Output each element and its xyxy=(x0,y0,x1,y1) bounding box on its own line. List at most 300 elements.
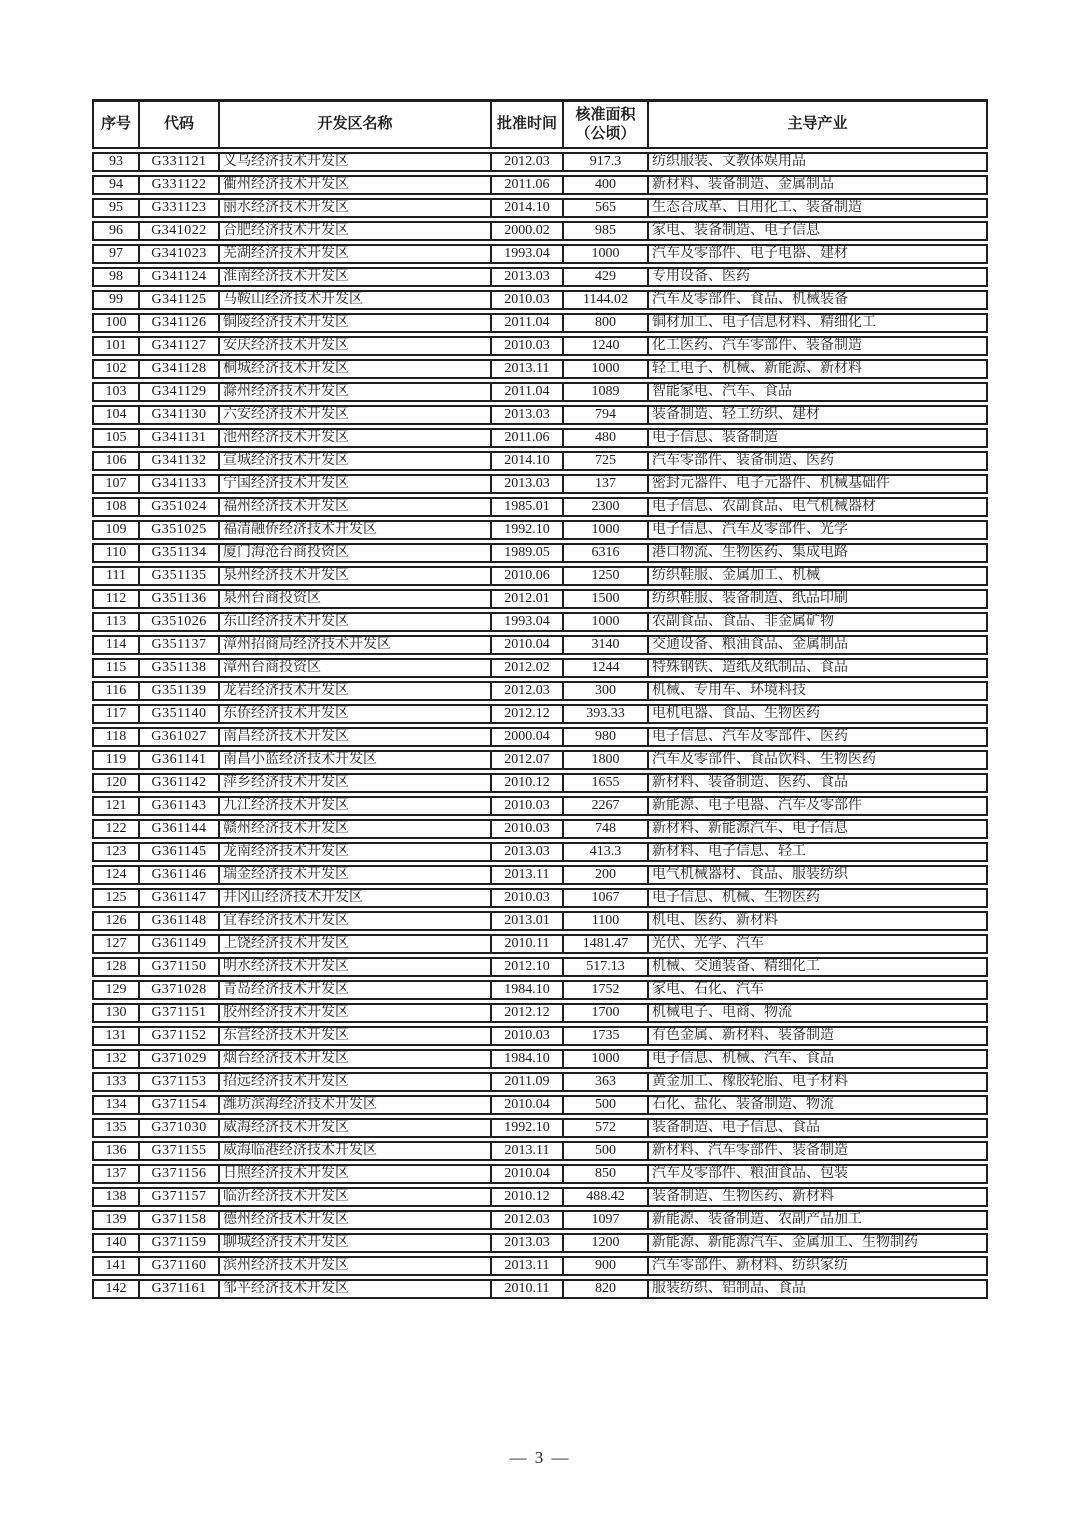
cell-industries: 装备制造、电子信息、食品 xyxy=(649,1118,988,1138)
cell-area: 980 xyxy=(564,727,649,747)
cell-date: 2010.03 xyxy=(492,888,564,908)
cell-index: 121 xyxy=(92,796,140,816)
header-name: 开发区名称 xyxy=(220,99,492,149)
page-number: — 3 — xyxy=(509,1448,571,1467)
cell-industries: 机械、专用车、环境科技 xyxy=(649,681,988,701)
cell-name: 日照经济技术开发区 xyxy=(220,1164,492,1184)
cell-index: 139 xyxy=(92,1210,140,1230)
cell-area: 725 xyxy=(564,451,649,471)
cell-name: 聊城经济技术开发区 xyxy=(220,1233,492,1253)
cell-index: 128 xyxy=(92,957,140,977)
cell-index: 105 xyxy=(92,428,140,448)
cell-date: 2011.06 xyxy=(492,428,564,448)
table-row xyxy=(92,520,988,540)
cell-index: 131 xyxy=(92,1026,140,1046)
cell-date: 2012.03 xyxy=(492,681,564,701)
cell-index: 100 xyxy=(92,313,140,333)
cell-industries: 智能家电、汽车、食品 xyxy=(649,382,988,402)
table-row xyxy=(92,1049,988,1069)
cell-index: 120 xyxy=(92,773,140,793)
cell-industries: 家电、石化、汽车 xyxy=(649,980,988,1000)
cell-index: 141 xyxy=(92,1256,140,1276)
cell-code: G341128 xyxy=(140,359,220,379)
cell-code: G341129 xyxy=(140,382,220,402)
header-approval-date: 批准时间 xyxy=(492,99,564,149)
cell-index: 95 xyxy=(92,198,140,218)
cell-date: 1984.10 xyxy=(492,980,564,1000)
cell-date: 2012.12 xyxy=(492,1003,564,1023)
cell-area: 1500 xyxy=(564,589,649,609)
cell-index: 127 xyxy=(92,934,140,954)
cell-name: 马鞍山经济技术开发区 xyxy=(220,290,492,310)
cell-area: 1752 xyxy=(564,980,649,1000)
cell-name: 六安经济技术开发区 xyxy=(220,405,492,425)
cell-code: G341022 xyxy=(140,221,220,241)
table-row xyxy=(92,198,988,218)
cell-area: 2300 xyxy=(564,497,649,517)
cell-index: 99 xyxy=(92,290,140,310)
cell-name: 滨州经济技术开发区 xyxy=(220,1256,492,1276)
cell-industries: 化工医药、汽车零部件、装备制造 xyxy=(649,336,988,356)
cell-area: 517.13 xyxy=(564,957,649,977)
cell-index: 138 xyxy=(92,1187,140,1207)
table-row xyxy=(92,842,988,862)
cell-code: G371150 xyxy=(140,957,220,977)
table-row xyxy=(92,405,988,425)
cell-code: G371154 xyxy=(140,1095,220,1115)
cell-index: 116 xyxy=(92,681,140,701)
cell-index: 134 xyxy=(92,1095,140,1115)
cell-index: 119 xyxy=(92,750,140,770)
cell-code: G341133 xyxy=(140,474,220,494)
cell-index: 108 xyxy=(92,497,140,517)
cell-name: 东侨经济技术开发区 xyxy=(220,704,492,724)
cell-area: 572 xyxy=(564,1118,649,1138)
cell-area: 1089 xyxy=(564,382,649,402)
cell-code: G371030 xyxy=(140,1118,220,1138)
cell-name: 井冈山经济技术开发区 xyxy=(220,888,492,908)
cell-name: 宣城经济技术开发区 xyxy=(220,451,492,471)
cell-index: 112 xyxy=(92,589,140,609)
cell-date: 2010.04 xyxy=(492,1164,564,1184)
cell-industries: 机械电子、电商、物流 xyxy=(649,1003,988,1023)
cell-industries: 新能源、电子电器、汽车及零部件 xyxy=(649,796,988,816)
cell-area: 748 xyxy=(564,819,649,839)
cell-name: 南昌经济技术开发区 xyxy=(220,727,492,747)
cell-industries: 机械、交通装备、精细化工 xyxy=(649,957,988,977)
cell-date: 2010.04 xyxy=(492,1095,564,1115)
table-row xyxy=(92,980,988,1000)
cell-index: 126 xyxy=(92,911,140,931)
cell-area: 900 xyxy=(564,1256,649,1276)
cell-area: 200 xyxy=(564,865,649,885)
cell-code: G351137 xyxy=(140,635,220,655)
cell-date: 2010.04 xyxy=(492,635,564,655)
cell-date: 2012.02 xyxy=(492,658,564,678)
header-row xyxy=(92,99,988,149)
table-row xyxy=(92,796,988,816)
cell-industries: 新能源、装备制造、农副产品加工 xyxy=(649,1210,988,1230)
cell-code: G341131 xyxy=(140,428,220,448)
cell-code: G371159 xyxy=(140,1233,220,1253)
cell-index: 125 xyxy=(92,888,140,908)
table-row xyxy=(92,773,988,793)
cell-code: G361141 xyxy=(140,750,220,770)
cell-index: 137 xyxy=(92,1164,140,1184)
cell-area: 820 xyxy=(564,1279,649,1299)
cell-date: 2000.02 xyxy=(492,221,564,241)
cell-industries: 汽车零部件、新材料、纺织家纺 xyxy=(649,1256,988,1276)
cell-area: 363 xyxy=(564,1072,649,1092)
cell-name: 上饶经济技术开发区 xyxy=(220,934,492,954)
cell-code: G331123 xyxy=(140,198,220,218)
cell-code: G351138 xyxy=(140,658,220,678)
table-row xyxy=(92,152,988,172)
cell-code: G371156 xyxy=(140,1164,220,1184)
header-index: 序号 xyxy=(92,99,140,149)
cell-code: G341130 xyxy=(140,405,220,425)
cell-area: 1655 xyxy=(564,773,649,793)
cell-name: 威海经济技术开发区 xyxy=(220,1118,492,1138)
cell-index: 114 xyxy=(92,635,140,655)
cell-index: 110 xyxy=(92,543,140,563)
table-row xyxy=(92,497,988,517)
cell-index: 140 xyxy=(92,1233,140,1253)
cell-area: 1144.02 xyxy=(564,290,649,310)
cell-industries: 装备制造、生物医药、新材料 xyxy=(649,1187,988,1207)
cell-name: 青岛经济技术开发区 xyxy=(220,980,492,1000)
cell-industries: 服装纺织、铝制品、食品 xyxy=(649,1279,988,1299)
cell-code: G361146 xyxy=(140,865,220,885)
table-row xyxy=(92,612,988,632)
cell-area: 1240 xyxy=(564,336,649,356)
cell-industries: 有色金属、新材料、装备制造 xyxy=(649,1026,988,1046)
cell-date: 2013.03 xyxy=(492,842,564,862)
cell-code: G341132 xyxy=(140,451,220,471)
cell-industries: 电子信息、装备制造 xyxy=(649,428,988,448)
cell-name: 漳州招商局经济技术开发区 xyxy=(220,635,492,655)
cell-code: G351139 xyxy=(140,681,220,701)
cell-industries: 农副食品、食品、非金属矿物 xyxy=(649,612,988,632)
table-row xyxy=(92,244,988,264)
cell-name: 丽水经济技术开发区 xyxy=(220,198,492,218)
cell-code: G371160 xyxy=(140,1256,220,1276)
cell-industries: 汽车零部件、装备制造、医药 xyxy=(649,451,988,471)
cell-index: 103 xyxy=(92,382,140,402)
cell-name: 安庆经济技术开发区 xyxy=(220,336,492,356)
cell-area: 917.3 xyxy=(564,152,649,172)
cell-area: 137 xyxy=(564,474,649,494)
cell-date: 2012.07 xyxy=(492,750,564,770)
header-industries: 主导产业 xyxy=(649,99,988,149)
table-row xyxy=(92,382,988,402)
cell-name: 德州经济技术开发区 xyxy=(220,1210,492,1230)
cell-index: 118 xyxy=(92,727,140,747)
cell-industries: 机电、医药、新材料 xyxy=(649,911,988,931)
cell-industries: 电子信息、汽车及零部件、光学 xyxy=(649,520,988,540)
cell-area: 500 xyxy=(564,1095,649,1115)
cell-area: 300 xyxy=(564,681,649,701)
cell-name: 淮南经济技术开发区 xyxy=(220,267,492,287)
cell-code: G341125 xyxy=(140,290,220,310)
table-row xyxy=(92,911,988,931)
cell-date: 2010.03 xyxy=(492,290,564,310)
cell-date: 1993.04 xyxy=(492,612,564,632)
cell-index: 124 xyxy=(92,865,140,885)
table-row xyxy=(92,175,988,195)
cell-name: 南昌小蓝经济技术开发区 xyxy=(220,750,492,770)
cell-industries: 交通设备、粮油食品、金属制品 xyxy=(649,635,988,655)
cell-date: 2012.03 xyxy=(492,152,564,172)
table-row xyxy=(92,451,988,471)
cell-index: 106 xyxy=(92,451,140,471)
cell-industries: 电子信息、汽车及零部件、医药 xyxy=(649,727,988,747)
table-row xyxy=(92,290,988,310)
cell-index: 133 xyxy=(92,1072,140,1092)
cell-name: 宜春经济技术开发区 xyxy=(220,911,492,931)
cell-date: 2013.11 xyxy=(492,865,564,885)
cell-date: 2011.09 xyxy=(492,1072,564,1092)
cell-industries: 新材料、新能源汽车、电子信息 xyxy=(649,819,988,839)
cell-index: 130 xyxy=(92,1003,140,1023)
cell-date: 2011.04 xyxy=(492,382,564,402)
cell-index: 117 xyxy=(92,704,140,724)
cell-index: 94 xyxy=(92,175,140,195)
cell-industries: 电子信息、机械、生物医药 xyxy=(649,888,988,908)
cell-area: 1067 xyxy=(564,888,649,908)
cell-date: 2010.03 xyxy=(492,336,564,356)
cell-index: 136 xyxy=(92,1141,140,1161)
cell-industries: 新能源、新能源汽车、金属加工、生物制药 xyxy=(649,1233,988,1253)
cell-name: 东山经济技术开发区 xyxy=(220,612,492,632)
table-row xyxy=(92,543,988,563)
cell-area: 1100 xyxy=(564,911,649,931)
table-row xyxy=(92,1233,988,1253)
cell-name: 临沂经济技术开发区 xyxy=(220,1187,492,1207)
cell-industries: 纺织鞋服、金属加工、机械 xyxy=(649,566,988,586)
cell-industries: 汽车及零部件、食品、机械装备 xyxy=(649,290,988,310)
cell-industries: 新材料、电子信息、轻工 xyxy=(649,842,988,862)
cell-date: 1993.04 xyxy=(492,244,564,264)
table-row xyxy=(92,1003,988,1023)
cell-area: 400 xyxy=(564,175,649,195)
table-row xyxy=(92,934,988,954)
cell-name: 龙南经济技术开发区 xyxy=(220,842,492,862)
cell-index: 104 xyxy=(92,405,140,425)
cell-name: 宁国经济技术开发区 xyxy=(220,474,492,494)
cell-index: 123 xyxy=(92,842,140,862)
development-zones-table xyxy=(92,96,988,1302)
cell-index: 93 xyxy=(92,152,140,172)
cell-index: 109 xyxy=(92,520,140,540)
cell-code: G371155 xyxy=(140,1141,220,1161)
table-row xyxy=(92,267,988,287)
cell-name: 滁州经济技术开发区 xyxy=(220,382,492,402)
cell-area: 480 xyxy=(564,428,649,448)
cell-index: 98 xyxy=(92,267,140,287)
cell-date: 2013.03 xyxy=(492,474,564,494)
cell-code: G331122 xyxy=(140,175,220,195)
cell-area: 488.42 xyxy=(564,1187,649,1207)
cell-code: G341023 xyxy=(140,244,220,264)
table-row xyxy=(92,474,988,494)
table-row xyxy=(92,1256,988,1276)
table-row xyxy=(92,336,988,356)
cell-area: 1250 xyxy=(564,566,649,586)
cell-date: 2011.06 xyxy=(492,175,564,195)
cell-index: 96 xyxy=(92,221,140,241)
cell-name: 瑞金经济技术开发区 xyxy=(220,865,492,885)
cell-industries: 电子信息、农副食品、电气机械器材 xyxy=(649,497,988,517)
cell-area: 1000 xyxy=(564,359,649,379)
cell-area: 1735 xyxy=(564,1026,649,1046)
cell-area: 1800 xyxy=(564,750,649,770)
cell-area: 1097 xyxy=(564,1210,649,1230)
cell-code: G341124 xyxy=(140,267,220,287)
cell-area: 1000 xyxy=(564,612,649,632)
cell-date: 1992.10 xyxy=(492,520,564,540)
header-code: 代码 xyxy=(140,99,220,149)
cell-date: 2013.11 xyxy=(492,359,564,379)
cell-name: 招远经济技术开发区 xyxy=(220,1072,492,1092)
header-area-line1: 核准面积 xyxy=(575,105,636,123)
table-row xyxy=(92,1210,988,1230)
cell-date: 2012.10 xyxy=(492,957,564,977)
table-row xyxy=(92,1279,988,1299)
cell-code: G361142 xyxy=(140,773,220,793)
cell-index: 97 xyxy=(92,244,140,264)
header-area-line2: （公顷） xyxy=(575,124,636,142)
table-row xyxy=(92,957,988,977)
cell-code: G371157 xyxy=(140,1187,220,1207)
cell-industries: 特殊钢铁、造纸及纸制品、食品 xyxy=(649,658,988,678)
cell-code: G351025 xyxy=(140,520,220,540)
cell-date: 2010.12 xyxy=(492,773,564,793)
cell-industries: 密封元器件、电子元器件、机械基础件 xyxy=(649,474,988,494)
cell-date: 1989.05 xyxy=(492,543,564,563)
cell-index: 135 xyxy=(92,1118,140,1138)
table-row xyxy=(92,1118,988,1138)
cell-industries: 汽车及零部件、电子电器、建材 xyxy=(649,244,988,264)
cell-date: 2010.11 xyxy=(492,1279,564,1299)
cell-area: 794 xyxy=(564,405,649,425)
cell-industries: 生态合成革、日用化工、装备制造 xyxy=(649,198,988,218)
cell-industries: 港口物流、生物医药、集成电路 xyxy=(649,543,988,563)
cell-name: 东营经济技术开发区 xyxy=(220,1026,492,1046)
cell-name: 福清融侨经济技术开发区 xyxy=(220,520,492,540)
cell-code: G371158 xyxy=(140,1210,220,1230)
table-row xyxy=(92,704,988,724)
table-row xyxy=(92,727,988,747)
cell-date: 2012.01 xyxy=(492,589,564,609)
cell-name: 九江经济技术开发区 xyxy=(220,796,492,816)
cell-code: G351136 xyxy=(140,589,220,609)
cell-index: 142 xyxy=(92,1279,140,1299)
cell-area: 1481.47 xyxy=(564,934,649,954)
table-row xyxy=(92,1072,988,1092)
cell-name: 桐城经济技术开发区 xyxy=(220,359,492,379)
cell-industries: 纺织服装、文教体娱用品 xyxy=(649,152,988,172)
table-row xyxy=(92,681,988,701)
table-row xyxy=(92,888,988,908)
cell-date: 2013.03 xyxy=(492,405,564,425)
cell-code: G351140 xyxy=(140,704,220,724)
cell-code: G361145 xyxy=(140,842,220,862)
cell-index: 122 xyxy=(92,819,140,839)
cell-name: 义乌经济技术开发区 xyxy=(220,152,492,172)
cell-date: 2010.03 xyxy=(492,796,564,816)
cell-code: G361149 xyxy=(140,934,220,954)
cell-code: G331121 xyxy=(140,152,220,172)
cell-industries: 铜材加工、电子信息材料、精细化工 xyxy=(649,313,988,333)
cell-name: 铜陵经济技术开发区 xyxy=(220,313,492,333)
cell-index: 113 xyxy=(92,612,140,632)
cell-code: G371151 xyxy=(140,1003,220,1023)
cell-area: 393.33 xyxy=(564,704,649,724)
cell-name: 威海临港经济技术开发区 xyxy=(220,1141,492,1161)
header-area xyxy=(564,99,649,149)
cell-date: 1984.10 xyxy=(492,1049,564,1069)
cell-area: 3140 xyxy=(564,635,649,655)
cell-name: 萍乡经济技术开发区 xyxy=(220,773,492,793)
cell-code: G371029 xyxy=(140,1049,220,1069)
cell-index: 102 xyxy=(92,359,140,379)
cell-area: 500 xyxy=(564,1141,649,1161)
cell-code: G371161 xyxy=(140,1279,220,1299)
cell-area: 850 xyxy=(564,1164,649,1184)
cell-code: G371153 xyxy=(140,1072,220,1092)
cell-industries: 新材料、装备制造、金属制品 xyxy=(649,175,988,195)
cell-industries: 新材料、装备制造、医药、食品 xyxy=(649,773,988,793)
cell-date: 2010.11 xyxy=(492,934,564,954)
cell-code: G341127 xyxy=(140,336,220,356)
table-row xyxy=(92,1164,988,1184)
cell-code: G361144 xyxy=(140,819,220,839)
cell-index: 111 xyxy=(92,566,140,586)
table-row xyxy=(92,1095,988,1115)
table-row xyxy=(92,589,988,609)
cell-area: 429 xyxy=(564,267,649,287)
table-row xyxy=(92,658,988,678)
cell-code: G371152 xyxy=(140,1026,220,1046)
cell-area: 800 xyxy=(564,313,649,333)
cell-name: 芜湖经济技术开发区 xyxy=(220,244,492,264)
cell-date: 2013.03 xyxy=(492,267,564,287)
cell-date: 2010.03 xyxy=(492,1026,564,1046)
cell-date: 2013.11 xyxy=(492,1141,564,1161)
table-row xyxy=(92,819,988,839)
cell-area: 6316 xyxy=(564,543,649,563)
cell-industries: 装备制造、轻工纺织、建材 xyxy=(649,405,988,425)
cell-name: 龙岩经济技术开发区 xyxy=(220,681,492,701)
cell-industries: 轻工电子、机械、新能源、新材料 xyxy=(649,359,988,379)
cell-area: 2267 xyxy=(564,796,649,816)
cell-code: G351134 xyxy=(140,543,220,563)
cell-name: 烟台经济技术开发区 xyxy=(220,1049,492,1069)
cell-date: 2010.03 xyxy=(492,819,564,839)
table-row xyxy=(92,1187,988,1207)
cell-date: 2011.04 xyxy=(492,313,564,333)
cell-name: 明水经济技术开发区 xyxy=(220,957,492,977)
cell-area: 1200 xyxy=(564,1233,649,1253)
cell-index: 115 xyxy=(92,658,140,678)
cell-name: 池州经济技术开发区 xyxy=(220,428,492,448)
cell-industries: 新材料、汽车零部件、装备制造 xyxy=(649,1141,988,1161)
cell-name: 胶州经济技术开发区 xyxy=(220,1003,492,1023)
cell-code: G351024 xyxy=(140,497,220,517)
cell-name: 泉州台商投资区 xyxy=(220,589,492,609)
cell-industries: 石化、盐化、装备制造、物流 xyxy=(649,1095,988,1115)
